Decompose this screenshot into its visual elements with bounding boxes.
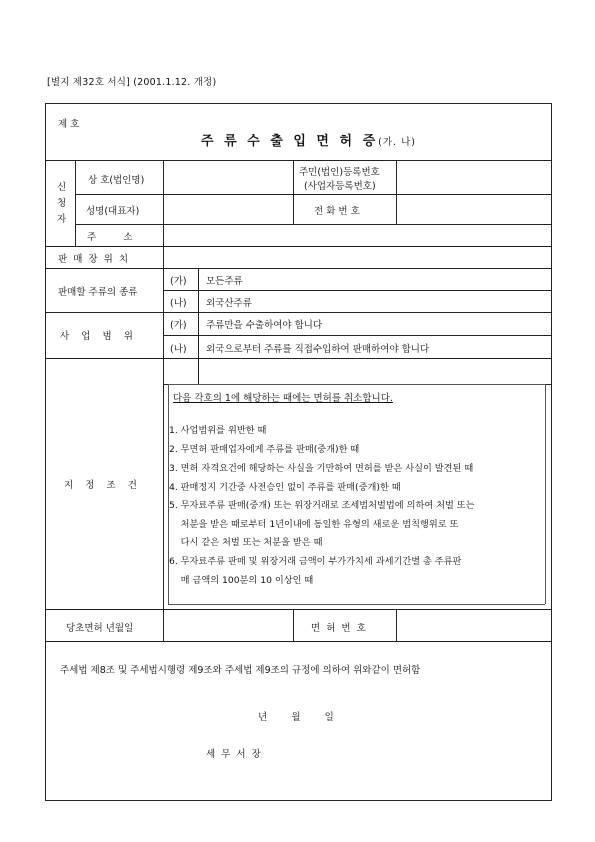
condition-line-4: 4. 판매정지 기간중 사전승인 없이 주류를 판매(중개)한 때 [169, 482, 401, 493]
legal-basis: 주세법 제8조 및 주세법시행령 제9조와 주세법 제9조의 규정에 의하여 위와같이 면허함 [60, 665, 421, 676]
condition-line-1: 1. 사업범위를 위반한 때 [169, 425, 267, 436]
liquor-type-option-b-mark: (나) [170, 298, 187, 309]
condition-line-5-cont-2: 다시 같은 처벌 또는 처분을 받은 때 [169, 537, 323, 548]
initial-license-date-label: 당초면허 년월일 [66, 623, 134, 634]
license-number-label: 면 허 번 호 [311, 623, 366, 634]
business-scope-option-b-mark: (나) [170, 344, 187, 355]
business-scope-option-a-mark: (가) [170, 320, 187, 331]
issue-date-line: 년 월 일 [258, 712, 334, 723]
business-scope-option-b: 외국으로부터 주류를 직접수입하여 판매하여야 합니다 [206, 344, 430, 355]
license-form [45, 103, 552, 801]
conditions-intro: 다음 각호의 1에 해당하는 때에는 면허를 취소합니다. [173, 393, 393, 404]
sales-location-label: 판 매 장 위 치 [58, 254, 129, 265]
trade-name-label: 상 호(법인명) [88, 175, 145, 186]
form-title-suffix: (가. 나) [378, 137, 416, 148]
phone-label: 전 화 번 호 [314, 206, 360, 217]
applicant-label-3: 자 [57, 214, 67, 225]
form-title [201, 130, 416, 149]
applicant-label-2: 청 [57, 198, 67, 209]
business-scope-option-a: 주류만을 수출하여야 합니다 [206, 320, 323, 331]
reg-number-label: 주민(법인)등록번호 [299, 167, 380, 178]
form-title-text: 주 류 수 출 입 면 허 증 [201, 134, 379, 149]
liquor-type-label: 판매할 주류의 종류 [58, 287, 138, 298]
representative-name-label: 성명(대표자) [86, 206, 140, 217]
condition-line-3: 3. 면허 자격요건에 해당하는 사실을 기만하여 면허를 받은 사실이 발견된 때 [169, 463, 474, 474]
applicant-label-1: 신 [57, 182, 67, 193]
condition-line-5-cont-1: 처분을 받은 때로부터 1년이내에 동일한 유형의 새로운 범칙행위로 또 [169, 519, 459, 530]
liquor-type-option-b: 외국산주류 [206, 298, 252, 309]
condition-line-6-cont: 매 금액의 100분의 10 이상인 때 [169, 575, 314, 586]
form-header-note: [별지 제32호 서식] (2001.1.12. 개정) [47, 77, 217, 88]
liquor-type-option-a: 모든주류 [206, 276, 243, 287]
business-scope-label: 사 업 범 위 [60, 331, 133, 342]
issuer-title: 세 무 서 장 [206, 749, 261, 760]
condition-line-5: 5. 무자료주류 판매(중개) 또는 위장거래로 조세범처벌법에 의하여 처벌 또는 [169, 500, 475, 511]
condition-line-6: 6. 무자료주류 판매 및 위장거래 금액이 부가가치세 과세기간별 총 주류판 [169, 556, 462, 567]
condition-line-2: 2. 무면허 판매업자에게 주류를 판매(중개)한 때 [169, 444, 360, 455]
license-number-prefix: 제 호 [58, 119, 80, 130]
address-label: 주 소 [87, 232, 133, 243]
liquor-type-option-a-mark: (가) [170, 276, 187, 287]
business-reg-number-label: (사업자등록번호) [304, 181, 376, 192]
conditions-label: 지 정 조 건 [64, 480, 137, 491]
